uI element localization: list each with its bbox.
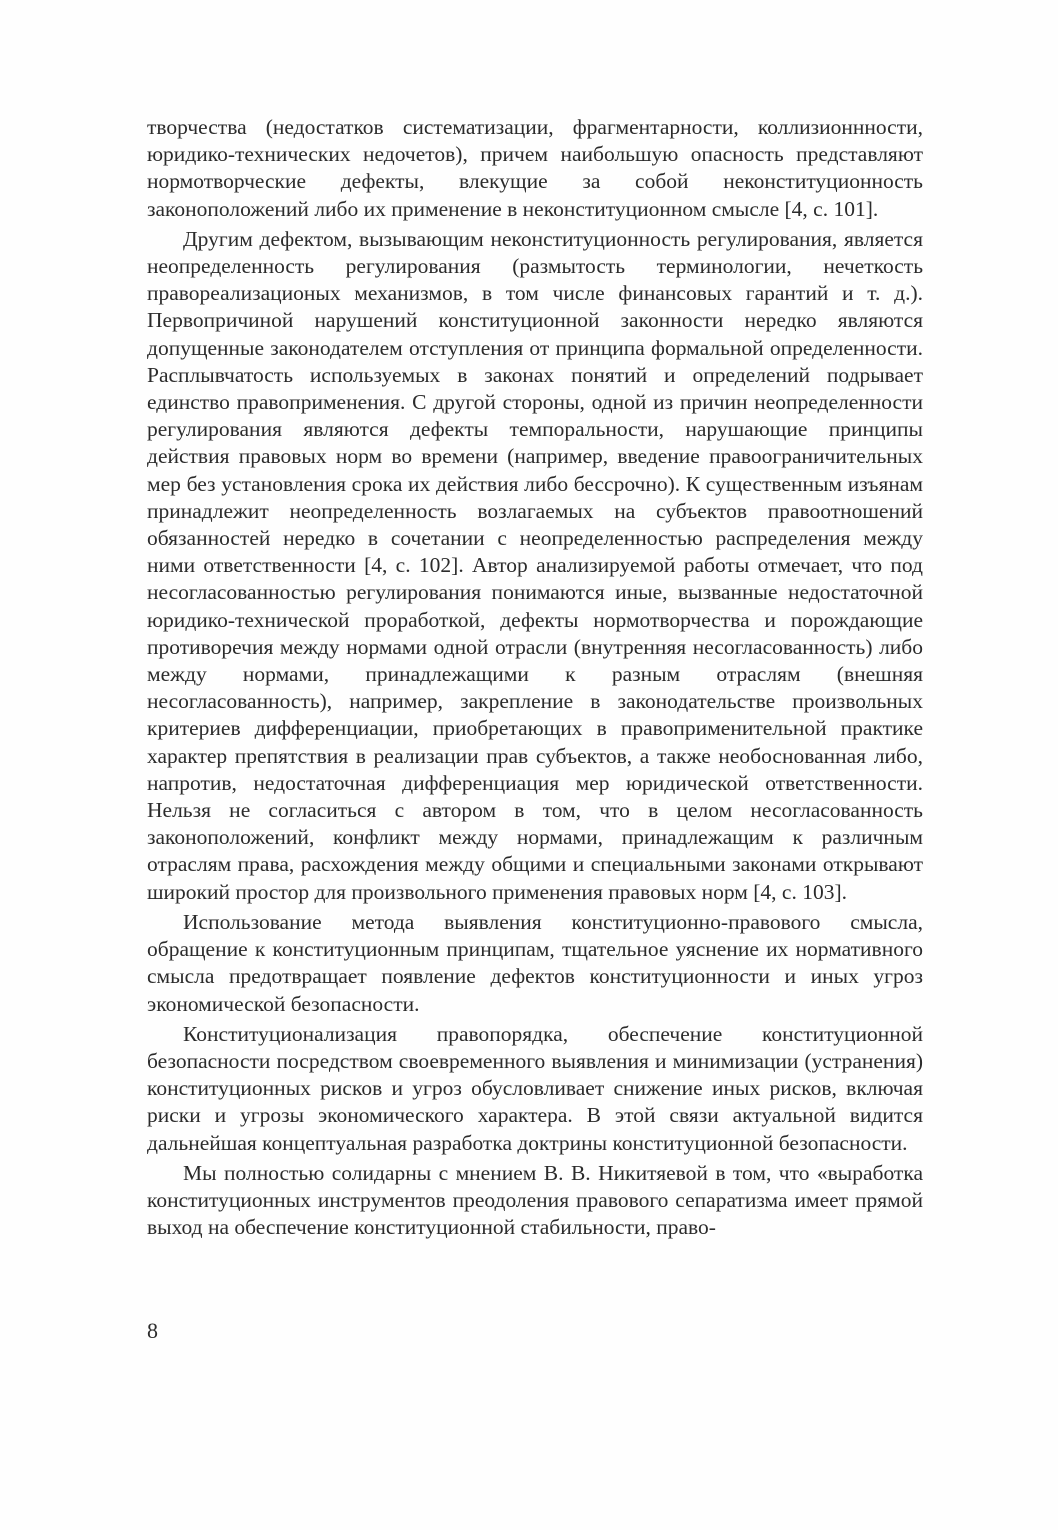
paragraph-nikityaeva-quote: Мы полностью солидарны с мнением В. В. Никитяевой в том, что «выработка конституционных инструментов преодоления правового сепаратизма имеет прямой выход на обеспечение конституционной стабильности, право-: [147, 1160, 923, 1240]
paragraph-constitutionalization: Конституционализация правопорядка, обеспечение конституционной безопасности посредством своевременного выявления и минимизации (устранения) конституционных рисков и угроз обусловливает снижение иных рисков, включая риски и угрозы экономического характера. В этой связи актуальной видится дальнейшая концептуальная разработка доктрины конституционной безопасности.: [147, 1021, 923, 1155]
body-text: [147, 114, 923, 1244]
paragraph-defects-regulation: Другим дефектом, вызывающим неконституционность регулирования, является неопределенность регулирования (размытость терминологии, нечеткость правореализационых механизмов, в том числе финансовых гарантий и т. д.). Первопричиной нарушений конституционной законности нередко являются допущенные законодателем отступления от принципа формальной определенности. Расплывчатость используемых в законах понятий и определений подрывает единство правоприменения. С другой стороны, одной из причин неопределенности регулирования являются дефекты темпоральности, нарушающие принципы действия правовых норм во времени (например, введение правоограничительных мер без установления срока их действия либо бессрочно). К существенным изъянам принадлежит неопределенность возлагаемых на субъектов правоотношений обязанностей нередко в сочетании с неопределенностью распределения между ними ответственности [4, с. 102]. Автор анализируемой работы отмечает, что под несогласованностью регулирования понимаются иные, вызванные недостаточной юридико-технической проработкой, дефекты нормотворчества и порождающие противоречия между нормами одной отрасли (внутренняя несогласованность) либо между нормами, принадлежащими к разным отраслям (внешняя несогласованность), например, закрепление в законодательстве произвольных критериев дифференциации, приобретающих в правоприменительной практике характер препятствия в реализации прав субъектов, а также необоснованная либо, напротив, недостаточная дифференциация мер юридической ответственности. Нельзя не согласиться с автором в том, что в целом несогласованность законоположений, конфликт между нормами, принадлежащим к различным отраслям права, расхождения между общими и специальными законами открывают широкий простор для произвольного применения правовых норм [4, с. 103].: [147, 226, 923, 904]
paragraph-continuation: творчества (недостатков систематизации, фрагментарности, коллизионнности, юридико-технических недочетов), причем наибольшую опасность представляют нормотворческие дефекты, влекущие за собой неконституционность законоположений либо их применение в неконституционном смысле [4, с. 101].: [147, 115, 923, 221]
paragraph-constitutional-meaning: Использование метода выявления конституционно-правового смысла, обращение к конституционным принципам, тщательное уяснение их нормативного смысла предотвращает появление дефектов конституционности и иных угроз экономической безопасности.: [147, 909, 923, 1016]
page-number: 8: [147, 1318, 158, 1343]
